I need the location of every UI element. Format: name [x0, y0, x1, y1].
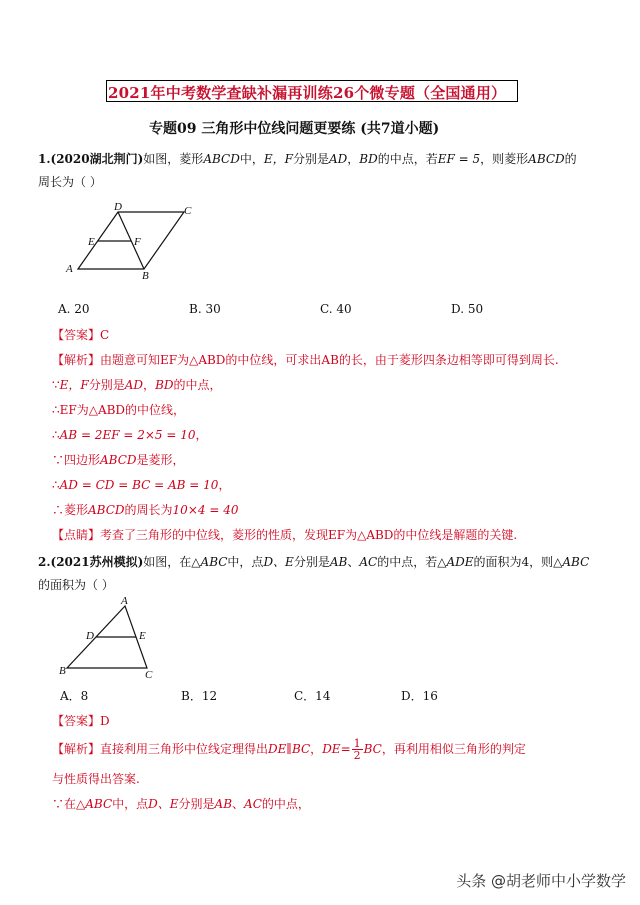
q2-analysis-part: 【解析】直接利用三角形中位线定理得出	[52, 742, 269, 756]
q1-option-d: D. 50	[451, 302, 484, 316]
q1-step5-part: ∴	[52, 478, 60, 492]
q2-line2: 的面积为（ ）	[38, 578, 114, 592]
q1-step1-part: 的中点，	[173, 378, 222, 392]
q2-step1-part: ∵在△	[52, 797, 86, 811]
q2-source: (2021苏州模拟)	[50, 555, 144, 569]
q2-number: 2.	[38, 555, 51, 569]
q2-analysis-part: DE=	[322, 742, 351, 756]
watermark: 头条 @胡老师中小学数学	[456, 872, 626, 890]
label-e: E	[88, 236, 95, 248]
q2-abc: ABC	[562, 555, 590, 569]
q1-step5-equation: AD = CD = BC = AB = 10	[59, 478, 219, 492]
q1-step1-part: 分别是	[88, 378, 125, 392]
q1-comment: 【点睛】考查了三角形的中位线，菱形的性质，发现EF为△ABD的中位线是解题的关键.	[52, 528, 518, 542]
q1-step1-part: AD	[124, 378, 144, 392]
q2-option-a: A．8	[60, 689, 89, 703]
label-f: F	[134, 236, 141, 248]
q2-analysis-line2: 与性质得出答案.	[52, 772, 140, 786]
q2-text: 的面积为4，则△	[473, 555, 563, 569]
q1-step4-part: ABCD	[100, 453, 137, 467]
q1-source: (2020湖北荆门)	[50, 152, 144, 166]
q2-text: 分别是	[293, 555, 330, 569]
q1-bd: BD	[359, 152, 378, 166]
q1-text: 的中点，若	[377, 152, 438, 166]
q2-analysis-part: DE∥BC	[268, 742, 311, 756]
q1-abcd: ABCD	[528, 152, 565, 166]
label-b: B	[59, 665, 66, 677]
q1-text: ，则菱形	[480, 152, 529, 166]
q2-analysis	[52, 738, 526, 761]
q2-step1-part: 中，点	[112, 797, 149, 811]
q2-analysis-part: BC	[363, 742, 382, 756]
q2-analysis-part: ，	[310, 742, 323, 756]
q2-option-d: D．16	[401, 689, 438, 703]
q1-ef-points: E，F	[263, 152, 293, 166]
q1-step1-part: ∵	[52, 378, 60, 392]
q1-option-b: B. 30	[189, 302, 221, 316]
q1-step5-part: ，	[218, 478, 231, 492]
q2-step1-part: 、	[232, 797, 245, 811]
q2-line1	[38, 553, 589, 570]
q2-step1	[52, 795, 310, 812]
q2-abc: ABC	[200, 555, 228, 569]
q2-step1-part: 分别是	[178, 797, 215, 811]
label-a: A	[121, 595, 128, 607]
q1-step1	[52, 376, 222, 393]
section-subtitle: 专题09 三角形中位线问题更要练 (共7道小题)	[149, 121, 440, 137]
label-a: A	[66, 263, 73, 275]
q2-step1-part: AB	[214, 797, 233, 811]
q2-step1-part: 的中点，	[261, 797, 310, 811]
q1-text: 如图，菱形	[143, 152, 204, 166]
q1-number: 1.	[38, 152, 51, 166]
q2-option-b: B．12	[181, 689, 218, 703]
q1-step1-part: E，F	[59, 378, 89, 392]
q1-line1: 1.(2020湖北荆门)如图，菱形ABCD中，E，F分别是AD，BD的中点，若EF = 5，则菱形ABCD的	[38, 152, 577, 166]
one-half-fraction	[352, 738, 363, 761]
q2-ac: AC	[359, 555, 378, 569]
q1-step3	[52, 426, 208, 443]
q1-step6-part: ABCD	[88, 503, 125, 517]
q1-step6	[52, 501, 238, 518]
q1-step4-part: ∵四边形	[52, 453, 101, 467]
q1-step2: ∴EF为△ABD的中位线，	[52, 403, 186, 417]
q2-text: 、	[347, 555, 360, 569]
label-b: B	[142, 270, 149, 282]
label-c: C	[145, 669, 153, 681]
q1-step5	[52, 476, 230, 493]
q2-ade: ADE	[446, 555, 474, 569]
q2-text: 的中点，若△	[377, 555, 447, 569]
q1-step6-equation: 10×4 = 40	[172, 503, 239, 517]
q2-answer: 【答案】D	[52, 714, 110, 728]
fraction-numerator: 1	[353, 737, 361, 750]
q1-abcd: ABCD	[203, 152, 240, 166]
q2-step1-part: AC	[244, 797, 262, 811]
label-e: E	[139, 630, 146, 642]
q1-option-a: A. 20	[58, 302, 90, 316]
q1-step3-part: ∴	[52, 428, 60, 442]
q1-step6-part: 的周长为	[124, 503, 173, 517]
q1-step4	[52, 451, 185, 468]
q1-line2: 周长为（ ）	[38, 175, 102, 189]
q2-text: 中，点	[227, 555, 264, 569]
q2-triangle-figure	[55, 594, 165, 684]
label-d: D	[114, 201, 122, 213]
q1-step3-part: ，	[195, 428, 208, 442]
q1-step3-equation: AB = 2EF = 2×5 = 10	[59, 428, 196, 442]
q1-analysis: 【解析】由题意可知EF为△ABD的中位线，可求出AB的长，由于菱形四条边相等即可得到周长.	[52, 353, 559, 367]
q1-text: 分别是	[292, 152, 329, 166]
q2-option-c: C．14	[294, 689, 331, 703]
q2-de: D、E	[263, 555, 294, 569]
q1-step1-part: ，	[143, 378, 156, 392]
q1-ef-equation: EF = 5	[437, 152, 481, 166]
label-d: D	[86, 630, 94, 642]
q2-step1-part: ABC	[85, 797, 113, 811]
q1-sep: ，	[347, 152, 360, 166]
q1-ad: AD	[328, 152, 348, 166]
fraction-denominator: 2	[353, 749, 361, 762]
q2-step1-part: D、E	[148, 797, 179, 811]
q1-text: 中，	[239, 152, 264, 166]
q1-rhombus-figure	[60, 200, 200, 285]
q1-step6-part: ∴菱形	[52, 503, 89, 517]
q2-analysis-part: ，再利用相似三角形的判定	[381, 742, 526, 756]
q1-step1-part: BD	[155, 378, 174, 392]
q1-step4-part: 是菱形，	[136, 453, 185, 467]
label-c: C	[184, 205, 192, 217]
q1-option-c: C. 40	[320, 302, 352, 316]
q1-answer: 【答案】C	[52, 328, 110, 342]
q2-text: 如图，在△	[143, 555, 201, 569]
q2-ab: AB	[329, 555, 348, 569]
document-title: 2021年中考数学查缺补漏再训练26个微专题（全国通用）	[108, 84, 507, 102]
